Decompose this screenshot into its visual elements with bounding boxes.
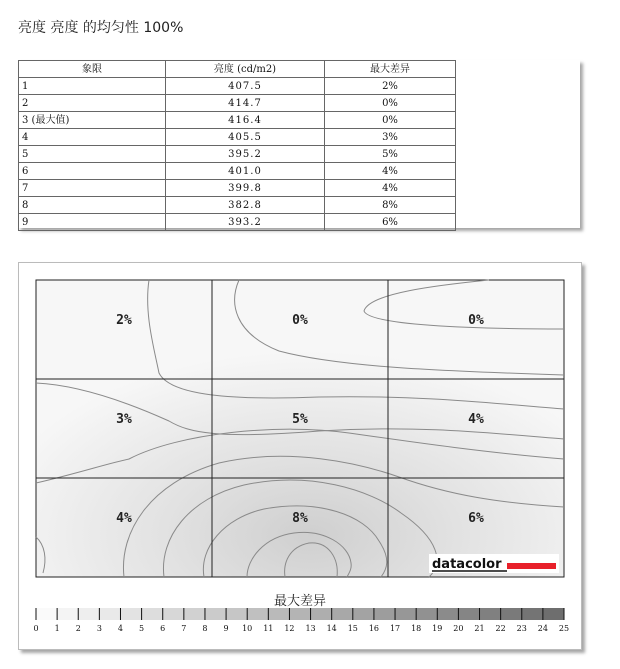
table-row [19,180,456,197]
luminance-cell: 393.2 [166,214,325,231]
difference-cell: 0% [325,112,456,129]
legend-tick-label: 5 [139,624,145,633]
quadrant-label: 5% [292,412,308,427]
quadrant-cell: 3 (最大值) [19,112,166,129]
legend-tick-label: 24 [537,624,548,633]
table-row [19,163,456,180]
logo-text: datacolor [432,557,502,572]
legend-swatch [289,608,311,620]
legend-swatch [480,608,502,620]
quadrant-cell: 7 [19,180,166,197]
legend-tick-label: 10 [242,624,253,633]
logo-red-bar [507,563,556,569]
difference-cell: 4% [325,180,456,197]
header-max-difference: 最大差异 [325,61,456,78]
legend-tick-label: 12 [284,624,295,633]
legend-swatch [247,608,269,620]
legend-swatch [353,608,375,620]
difference-cell: 5% [325,146,456,163]
datacolor-logo [429,554,559,573]
header-quadrant: 象限 [19,61,166,78]
luminance-cell: 395.2 [166,146,325,163]
difference-cell: 4% [325,163,456,180]
quadrant-label: 8% [292,511,308,526]
header-luminance: 亮度 (cd/m2) [166,61,325,78]
difference-cell: 3% [325,129,456,146]
legend-tick-label: 25 [558,624,570,633]
legend-tick-label: 14 [326,624,337,633]
legend-tick-label: 8 [202,624,208,633]
legend-swatch [120,608,142,620]
luminance-cell: 399.8 [166,180,325,197]
legend-tick-label: 7 [181,624,187,633]
legend-swatch [416,608,438,620]
luminance-cell: 405.5 [166,129,325,146]
legend-swatch [311,608,333,620]
difference-cell: 2% [325,78,456,95]
page-title: 亮度 亮度 的均匀性 100% [18,20,184,36]
legend-swatch [36,608,58,620]
legend-scale [33,608,569,633]
legend-tick-label: 0 [33,624,39,633]
legend-swatch [522,608,544,620]
uniformity-table-card [18,60,580,228]
legend-swatch [78,608,100,620]
table-row [19,95,456,112]
legend-tick-label: 3 [96,624,102,633]
legend-swatch [437,608,459,620]
legend-swatch [458,608,480,620]
legend-tick-label: 23 [516,624,527,633]
uniformity-table [18,60,456,231]
quadrant-cell: 5 [19,146,166,163]
quadrant-cell: 8 [19,197,166,214]
legend-tick-label: 17 [389,624,401,633]
quadrant-label: 2% [116,313,132,328]
quadrant-cell: 2 [19,95,166,112]
luminance-cell: 416.4 [166,112,325,129]
table-header-row [19,61,456,78]
quadrant-label: 0% [468,313,484,328]
table-row [19,197,456,214]
quadrant-cell: 1 [19,78,166,95]
legend-swatch [332,608,354,620]
difference-cell: 6% [325,214,456,231]
legend-tick-label: 13 [305,624,316,633]
legend-tick-label: 9 [223,624,229,633]
legend-swatch [501,608,523,620]
quadrant-cell: 4 [19,129,166,146]
legend-swatch [99,608,121,620]
quadrant-label: 0% [292,313,308,328]
quadrant-label: 4% [468,412,484,427]
table-row [19,214,456,231]
legend-swatch [226,608,248,620]
legend-swatch [163,608,185,620]
legend-tick-label: 15 [347,624,358,633]
legend-swatch [57,608,79,620]
legend-tick-label: 21 [474,624,485,633]
luminance-cell: 382.8 [166,197,325,214]
legend-tick-label: 2 [75,624,81,633]
legend-swatch [184,608,206,620]
quadrant-label: 6% [468,511,484,526]
difference-cell: 0% [325,95,456,112]
quadrant-label: 4% [116,511,132,526]
legend-tick-label: 6 [160,624,166,633]
legend-tick-label: 16 [368,624,380,633]
luminance-cell: 401.0 [166,163,325,180]
legend-tick-label: 22 [495,624,506,633]
legend-swatch [268,608,290,620]
legend-swatch [395,608,417,620]
luminance-cell: 407.5 [166,78,325,95]
legend-swatch [142,608,164,620]
legend-tick-label: 11 [263,624,274,633]
legend-tick-label: 1 [54,624,60,633]
table-row [19,146,456,163]
luminance-cell: 414.7 [166,95,325,112]
difference-cell: 8% [325,197,456,214]
uniformity-map-card [18,262,582,650]
legend-tick-label: 18 [411,624,422,633]
legend-title: 最大差异 [273,594,326,609]
legend-tick-label: 4 [117,624,124,633]
quadrant-cell: 9 [19,214,166,231]
quadrant-cell: 6 [19,163,166,180]
table-row [19,112,456,129]
quadrant-label: 3% [116,412,132,427]
legend-swatch [205,608,227,620]
legend-swatch [543,608,565,620]
legend-tick-label: 19 [432,624,443,633]
table-row [19,129,456,146]
table-row [19,78,456,95]
legend-tick-label: 20 [453,624,464,633]
legend-swatch [374,608,396,620]
